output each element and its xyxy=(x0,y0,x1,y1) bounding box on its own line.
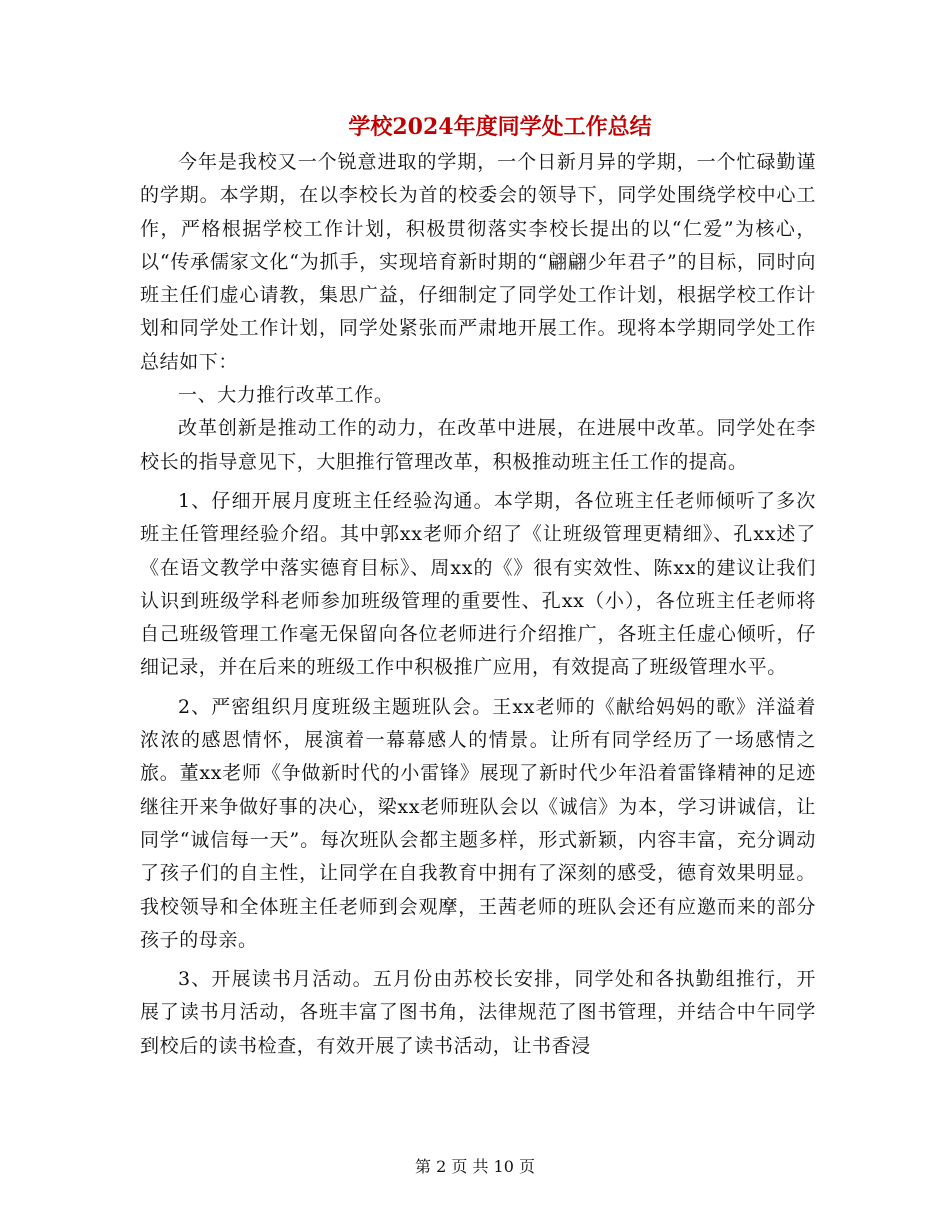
section-heading-reform: 一、大力推行改革工作。 xyxy=(178,384,394,407)
paragraph-item-2: 2、严密组织月度班级主题班队会。王xx老师的《献给妈妈的歌》洋溢着浓浓的感恩情怀，展演着一幕幕感人的情景。让所有同学经历了一场感情之旅。董xx老师《争做新时代的小雷锋》展现了新时代少年沿着雷锋精神的足迹继往开来争做好事的决心，梁xx老师班队会以《诚信》为本，学习讲诚信，让同学“诚信每一天”。每次班队会都主题多样，形式新颖，内容丰富，充分调动了孩子们的自主性，让同学在自我教育中拥有了深刻的感受，德育效果明显。我校领导和全体班主任老师到会观摩，王茜老师的班队会还有应邀而来的部分孩子的母亲。 xyxy=(140,695,816,951)
paragraph-item-1: 1、仔细开展月度班主任经验沟通。本学期，各位班主任老师倾听了多次班主任管理经验介绍。其中郭xx老师介绍了《让班级管理更精细》、孔xx述了《在语文教学中落实德育目标》、周xx的《》很有实效性、陈xx的建议让我们认识到班级学科老师参加班级管理的重要性、孔xx（小），各位班主任老师将自己班级管理工作毫无保留向各位老师进行介绍推广，各班主任虚心倾听，仔细记录，并在后来的班级工作中积极推广应用，有效提高了班级管理水平。 xyxy=(140,489,816,679)
paragraph-reform: 改革创新是推动工作的动力，在改革中进展，在进展中改革。同学处在李校长的指导意见下，大胆推行管理改革，积极推动班主任工作的提高。 xyxy=(140,417,816,473)
page-footer: 第 2 页 共 10 页 xyxy=(415,1157,535,1176)
paragraph-intro: 今年是我校又一个锐意进取的学期，一个日新月异的学期，一个忙碌勤谨的学期。本学期，在以李校长为首的校委会的领导下，同学处围绕学校中心工作，严格根据学校工作计划，积极贯彻落实李校长提出的以“仁爱”为核心，以“传承儒家文化“为抓手，实现培育新时期的“翩翩少年君子”的目标，同时向班主任们虚心请教，集思广益，仔细制定了同学处工作计划，根据学校工作计划和同学处工作计划，同学处紧张而严肃地开展工作。现将本学期同学处工作总结如下： xyxy=(140,151,816,373)
paragraph-item-3: 3、开展读书月活动。五月份由苏校长安排，同学处和各执勤组推行，开展了读书月活动，各班丰富了图书角，法律规范了图书管理，并结合中午同学到校后的读书检查，有效开展了读书活动，让书香浸 xyxy=(140,968,816,1057)
page-title: 学校2024年度同学处工作总结 xyxy=(348,114,652,140)
document-body xyxy=(140,146,816,1063)
